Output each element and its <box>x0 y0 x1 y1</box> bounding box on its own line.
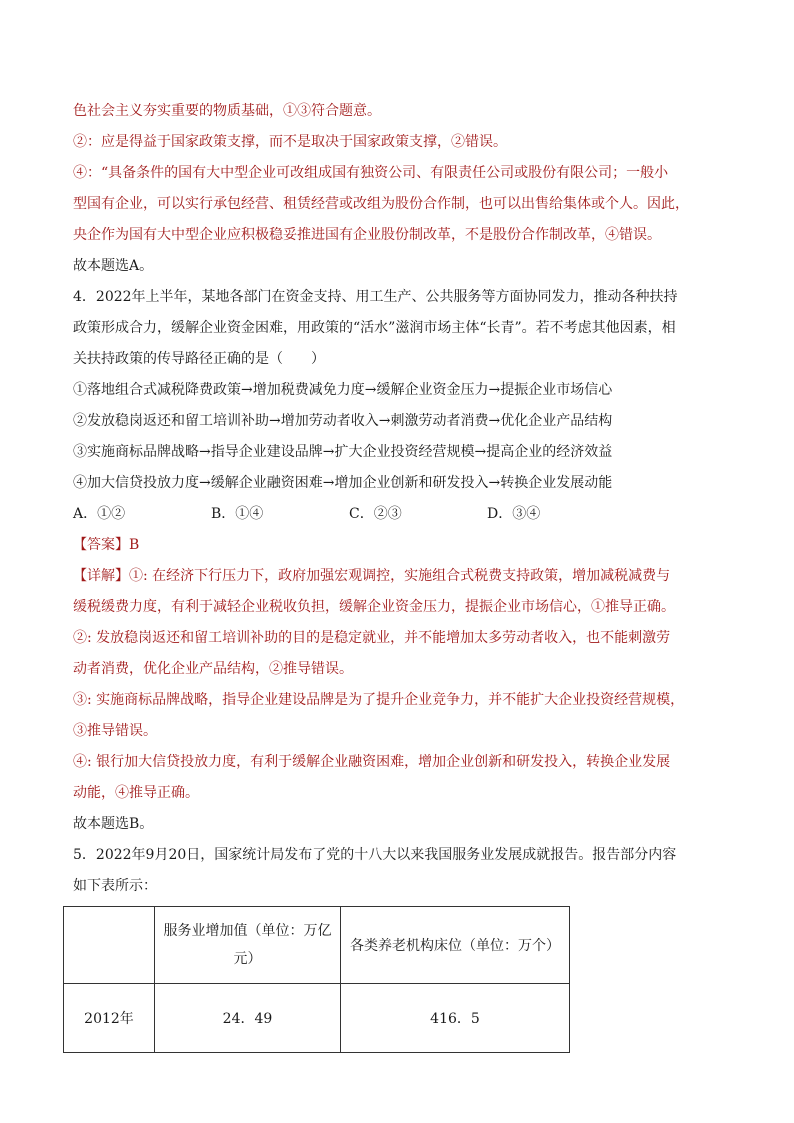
table-header-service-value <box>155 907 341 984</box>
choice-d: D．③④ <box>487 506 541 522</box>
text-line: ②：应是得益于国家政策支撑，而不是取决于国家政策支撑，②错误。 <box>73 134 507 150</box>
text-line: 政策形成合力，缓解企业资金困难，用政策的“活水”滋润市场主体“长青”。若不考虑其他因素，相 <box>73 320 676 336</box>
header-line-2: 元） <box>233 951 262 967</box>
table-header-empty <box>64 907 155 984</box>
text-line: 动者消费，优化企业产品结构，②推导错误。 <box>73 661 353 677</box>
table-cell-year: 2012年 <box>64 984 155 1053</box>
document-body <box>73 96 713 902</box>
table-header-row <box>64 907 570 984</box>
text-line: ④：“具备条件的国有大中型企业可改组成国有独资公司、有限责任公司或股份有限公司；一般小 <box>73 165 669 181</box>
text-line: 动能，④推导正确。 <box>73 785 199 801</box>
choice-b: B．①④ <box>211 506 264 522</box>
text-line: 故本题选A。 <box>73 258 154 274</box>
text-line: 央企作为国有大中型企业应积极稳妥推进国有企业股份制改革，不是股份合作制改革，④错误。 <box>73 227 661 243</box>
text-line: 故本题选B。 <box>73 816 154 832</box>
text-line: 色社会主义夯实重要的物质基础，①③符合题意。 <box>73 103 381 119</box>
text-line: 型国有企业，可以实行承包经营、租赁经营或改组为股份合作制，也可以出售给集体或个人。因此， <box>73 196 689 212</box>
text-block-1 <box>73 96 713 499</box>
text-line: 如下表所示： <box>73 878 157 894</box>
text-line: ②: 发放稳岗返还和留工培训补助的目的是稳定就业，并不能增加太多劳动者收入，也不能刺激劳 <box>73 630 671 646</box>
text-line: ④加大信贷投放力度→缓解企业融资困难→增加企业创新和研发投入→转换企业发展动能 <box>73 475 613 491</box>
text-line: ①落地组合式减税降费政策→增加税费减免力度→缓解企业资金压力→提振企业市场信心 <box>73 382 613 398</box>
header-line-1: 服务业增加值（单位：万亿 <box>163 923 332 939</box>
choice-a: A．①② <box>73 506 126 522</box>
text-line: ④: 银行加大信贷投放力度，有利于缓解企业融资困难，增加企业创新和研发投入，转换企业发展 <box>73 754 671 770</box>
text-line: 【答案】B <box>73 537 140 553</box>
table-row <box>64 984 570 1053</box>
text-line: ②发放稳岗返还和留工培训补助→增加劳动者收入→刺激劳动者消费→优化企业产品结构 <box>73 413 613 429</box>
table-cell-elderly-beds: 416．5 <box>341 984 570 1053</box>
table-cell-service-value: 24．49 <box>155 984 341 1053</box>
text-line: ③推导错误。 <box>73 723 157 739</box>
text-line: 关扶持政策的传导路径正确的是（ ） <box>73 351 325 367</box>
text-line: ③实施商标品牌战略→指导企业建设品牌→扩大企业投资经营规模→提高企业的经济效益 <box>73 444 613 460</box>
text-line: 【详解】①: 在经济下行压力下，政府加强宏观调控，实施组合式税费支持政策，增加减税减费与 <box>73 568 671 584</box>
text-line: 5．2022年9月20日，国家统计局发布了党的十八大以来我国服务业发展成就报告。报告部分内容 <box>73 847 677 863</box>
choice-c: C．②③ <box>349 506 402 522</box>
table-header-elderly-beds: 各类养老机构床位（单位：万个） <box>341 907 570 984</box>
answer-choices <box>73 499 713 530</box>
text-line: 4．2022年上半年，某地各部门在资金支持、用工生产、公共服务等方面协同发力，推动各种扶持 <box>73 289 678 305</box>
data-table <box>63 906 570 1053</box>
text-block-2 <box>73 530 713 902</box>
text-line: ③: 实施商标品牌战略，指导企业建设品牌是为了提升企业竞争力，并不能扩大企业投资经营规模， <box>73 692 685 708</box>
text-line: 缓税缓费力度，有利于减轻企业税收负担，缓解企业资金压力，提振企业市场信心，①推导正确。 <box>73 599 675 615</box>
